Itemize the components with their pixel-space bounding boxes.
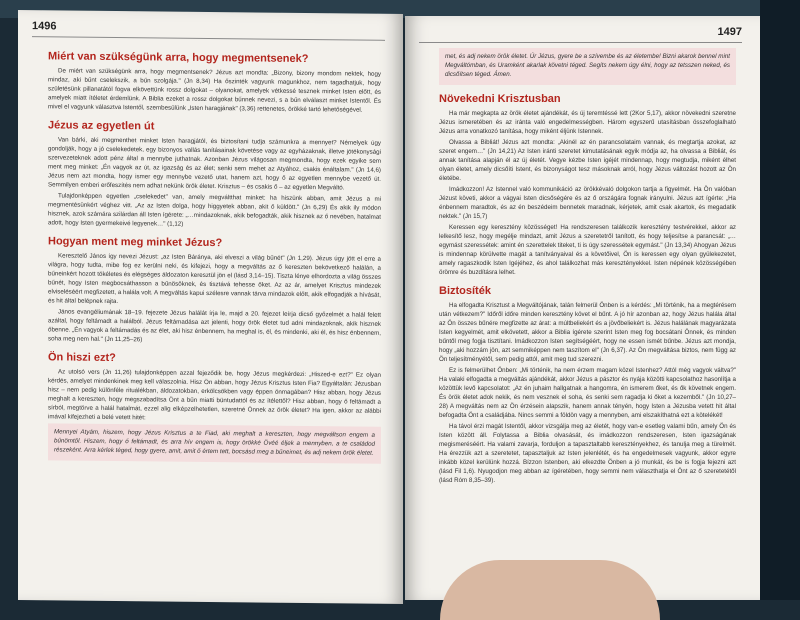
- right-column: [439, 46, 736, 487]
- paragraph: Olvassa a Bibliát! Jézus azt mondta: „Akinél az én parancsolataim vannak, és megtartja azokat, az szeret engem…" (Jn 14,21) Az Isten iránti szeretet kimutatásának egyik módja az, ha olvassa a Bibliát, és annak tanítása alapján él az új életét. Vegye kézbe Isten igéjét mindennap, hogy megtudja, miként élhet olyan életet, amely dicsőíti Istent, és bizonyságot tesz másoknak arról, hogy Jézus változást hozott az Ön életébe.: [439, 139, 736, 182]
- paragraph: Ez is felmerülhet Önben: „Mi történik, ha nem érzem magam közel Istenhez? Attól még vagyok váltva?" Ha valaki elfogadta a megváltás ajándékát, akkor Jézus a pásztor és nyája közötti kapcsolathoz hasonlítja a közöttük levő kapcsolatot: „Az én juhaim hallgatnak a hangomra, én ismerem őket, és ők követnek engem. És örök életet adok nekik, és nem vesznek el soha, és senki sem ragadja ki őket a kezemből." (Jn 10,27–28) A megváltás nem az Ön érzésein alapszik, hanem annak tényén, hogy Isten a Jézusba vetett hit által befogadta Önt a családjába. Nincs semmi a földön vagy a mennyben, ami elszakíthatná ezt a kötelékét!: [439, 367, 736, 419]
- paragraph: Imádkozzon! Az Istennel való kommunikáció az örökkévaló dolgokon tartja a figyelmét. Ha Ön valóban Jézust követi, akkor a vágyai Isten dicsőségére és az ő országára fognak irányulni. Jézus azt ígérte: „Ha énbennem maradtok, és az én beszédeim bennetek maradnak, kérjetek, amit csak akartok, és megadatik nektek." (Jn 15,7): [439, 186, 736, 220]
- prayer-quote-continued: met, és adj nekem örök életet. Úr Jézus, gyere be a szívembe és az életembe! Bizni akarok bennel mint Megváltómban, és Uramként akarlak követni téged. Segíts nekem úgy élni, hogy az tetsszen neked, és dicsőítsen téged. Ámen.: [445, 53, 730, 78]
- paragraph: Az utolsó vers (Jn 11,26) tulajdonképpen azzal fejeződik be, hogy Jézus megkérdezi: „Hiszed-e ezt?" Ez olyan kérdés, amelyet mindenkinek meg kell válaszolnia. Hisz Ön abban, hogy Jézus Krisztus Isten Fia? Egyáltalán: Jézusban hisz – nem pedig különféle rituálékban, áldozatokban, erkölcsökben vagy éppen önmagában? Hisz abban, hogy Jézus meghalt a kereszten, hogy megszabadítsa Önt a bűn miatti büntudattól és az ítélettől? Hisz abban, hogy ő feltámadt a sírból, megtörve a halál hatalmát, ezzel alig elképzelhetetlen, szeretné Önnek az örök életet? Ha igen, akkor az alábbi imával kifejezheti a belé vetett hitét:: [48, 368, 381, 422]
- prayer-quote-box: [439, 48, 736, 85]
- paragraph: János evangéliumának 18–19. fejezete Jézus halálát írja le, majd a 20. fejezet leírja dicső győzelmét a halál felett azáltal, hogy feltámadt a halálból. Jézus feltámadása azt jelenti, hogy örök életet tud adni mindazoknak, akik hisznek őbenne. „Én vagyok a feltámadás és az élet, aki hisz énbennem, ha meghal is, él, és mindenki, aki él, és hisz énbennem, soha meg nem hal." (Jn 11,25–26): [48, 308, 381, 344]
- section-heading: Növekedni Krisztusban: [439, 93, 561, 105]
- section-heading: Ön hiszi ezt?: [48, 351, 116, 365]
- page-number: 1497: [717, 26, 742, 38]
- paragraph: Keresztelő János így nevezi Jézust: „az Isten Báránya, aki elveszi a világ bűnét" (Jn 1,29). Jézus úgy jött el erre a világra, hogy tudta, mibe fog ez kerülni neki, és kifejezi, hogy a megváltás az ő kereszten bekövetkező halálán, a bűneinkért hozott tökéletes és elégséges áldozaton keresztül jön el (lásd 3,14–15). Tiszta lénye elhordozta a világ összes bűnét, hogy Isten megbocsáthasson a bűnösöknek, és tisztává tehesse őket. Az az ár, amelyet Krisztus mindezek elviseléséért megfizetett, a halála volt. A megváltás kapui szélesre vannak tárva mindazok előtt, akik elfogadják a hívását, és hit által belépnek rajta.: [48, 252, 381, 306]
- section-heading: Biztosíték: [439, 285, 491, 297]
- paragraph: Ha elfogadta Krisztust a Megváltójának, talán felmerül Önben is a kérdés: „Mi történik, ha a megtérésem után vétkezem?" Időről időre minden keresztény követ el bűnt. A jó hír azonban az, hogy Jézus halála által az Ön összes bűnére megfizette az árat: a múltbeliekért és a jövőbeliekért is. Jézus halálának magyarázata Isten kegyelmét, amit elkövetett, akkor a Biblia ígérete szerint Isten meg fog bocsátani Önnek, és minden bűntől meg fogja tisztítani. Imádkozzon Isten segítségéért, hogy ne essen ismét bűnbe. Jézus azt mondja, hogy „aki hozzám jön, azt semmiképpen nem taszítom el" (Jn 6,37). Az Ön megváltása biztos, nem függ az Ön teljesítményétől, sem pedig attól, amit meg tud szerezni.: [439, 302, 736, 363]
- left-column: [48, 42, 381, 469]
- right-page: [405, 16, 760, 600]
- paragraph: Ha távol érzi magát Istentől, akkor vizsgálja meg az életét, hogy van-e esetleg valami bűn, amely Ön és Isten között áll. Folytassa a Biblia olvasását, és imádkozzon rendszeresen, Isten igazságának megismeréséért. Ha valami zavarja, forduljon a tapasztaltabb keresztényekhez, és tanulja meg a türelmét. Ha érezzük azt a szeretetet, tapasztaljuk az Isten jelenlétét, és ha engedelmesek vagyunk, akkor egyre inkább közel kerülünk hozzá. Bízzon Istenben, aki elkezdte Önben a jó munkát, és be is fogja fejezni azt (lásd Fil 1,6). Nyugodjon meg abban az ígéretében, hogy semmi nem választhatja el Önt az ő szeretetétől (lásd Róm 8,35–39).: [439, 423, 736, 484]
- paragraph: Van bárki, aki megmenthet minket Isten haragjától, és biztosítani tudja számunkra a mennyet? Némelyek úgy gondolják, hogy a jó cselekedetek, egy bizonyos vallás tanításainak követése vagy az egyházaknak, illetve jótékonysági szervezeteknek adott pénz által a mennybe juthatnak. Azonban Jézus világosan megmondta, hogy ezek egyike sem ment meg minket: „Én vagyok az út, az igazság és az élet; senki sem mehet az Atyához, csakis énáltalam." (Jn 14,6) Jézus nem azt mondta, hogy ismer egy mennybe vezető utat, hanem azt, hogy ő az egyetlen mennybe vezető út. Semmilyen emberi erőfeszítés nem adhat nekünk örök életet. Krisztus – és csakis ő – az egyetlen Megváltó.: [48, 136, 381, 192]
- prayer-quote: Mennyei Atyám, hiszem, hogy Jézus Krisztus a te Fiad, aki meghalt a kereszten, hogy megváltson engem a bűnömtől. Hiszem, hogy ő feltámadt, és arra hív engem is, hogy örökké Övéé éljek a mennyben, a te családod részeként. Arra kérlek téged, hogy gyere, amit, amit ő értem tett, bocsásd meg a bűneimet, és adj nekem örök életet.: [54, 428, 375, 457]
- section-heading: Jézus az egyetlen út: [48, 119, 155, 133]
- paragraph: Ha már megkapta az örök életet ajándékát, és új teremtéssé lett (2Kor 5,17), akkor növekedni szeretne Jézus ismeretében és az iránta való engedelmességben. Három egyszerű utasításban összefoglalható Jézus arra vonatkozó tanítása, hogy miként éljünk Istennek.: [439, 110, 736, 135]
- section-heading: Hogyan ment meg minket Jézus?: [48, 235, 223, 250]
- header-rule: [32, 36, 385, 41]
- page-number: 1496: [32, 20, 57, 33]
- paragraph: Tulajdonképpen egyetlen „cselekedet" van, amely megváltthat minket: ha hiszünk abban, amit Jézus a mi megmentésünkért véghez vitt. „Az az Isten dolga, hogy higgyetek abban, akit ő küldött." (Jn 6,29) És akik ily módon hisznek, azok számára szilárdan áll Isten ígérete: „…mindazoknak, akik befogadták, akik hisznek az ő nevében, hatalmat adott, hogy Isten gyermekeivé legyenek…" (1,12): [48, 192, 381, 228]
- header-rule: [419, 42, 742, 43]
- section-heading: Miért van szükségünk arra, hogy megmentsenek?: [48, 50, 309, 66]
- prayer-quote-box: [48, 423, 381, 463]
- hand-holding-page: [440, 560, 660, 620]
- book-cover-edge: [760, 0, 800, 600]
- paragraph: De miért van szükségünk arra, hogy megmentsenek? Jézus azt mondta: „Bizony, bizony mondom nektek, hogy mindaz, aki bűnt cselekszik, a bűn szolgája." (Jn 8,34) Ha őszinték vagyunk magunkhoz, nem tagadhatjuk, hogy születésünk pillanatától fogva elkövettünk rossz dolgokat – olyanokat, amelyek vétkessé tesznek minket Isten előtt, és amelyek miatt ítéletet érdemlünk. A Biblia ezeket a rossz dolgokat bűnnek nevezi, s a bűn elválaszt minket Istentől. És mivel el vagyunk választva Istentől, szembesülünk „Isten haragjának" (3,36) rettenetes, örökké tartó lehetőségével.: [48, 67, 381, 114]
- left-page: [18, 10, 403, 604]
- paragraph: Keressen egy keresztény közösséget! Ha rendszeresen találkozik keresztény testvérekkel, akkor az lelkesítő lesz, hogy megélje mindazt, amit Jézus a szeretetről tanított, és hogy teljesítse a parancsát: „…egymást szeressétek: amint én szerettelek titeket, ti is úgy szeressétek egymást." (Jn 13,34) Ahogyan Jézus is mindennap körülvette magát a tanítványaival és a követőivel, Ön is keressen egy olyan gyülekezetet, amely ragaszkodik Isten Igéjéhez, és ahol találkozhat más keresztényekkel. Isten népének közösségében örömre és buzdításra lelhet.: [439, 224, 736, 276]
